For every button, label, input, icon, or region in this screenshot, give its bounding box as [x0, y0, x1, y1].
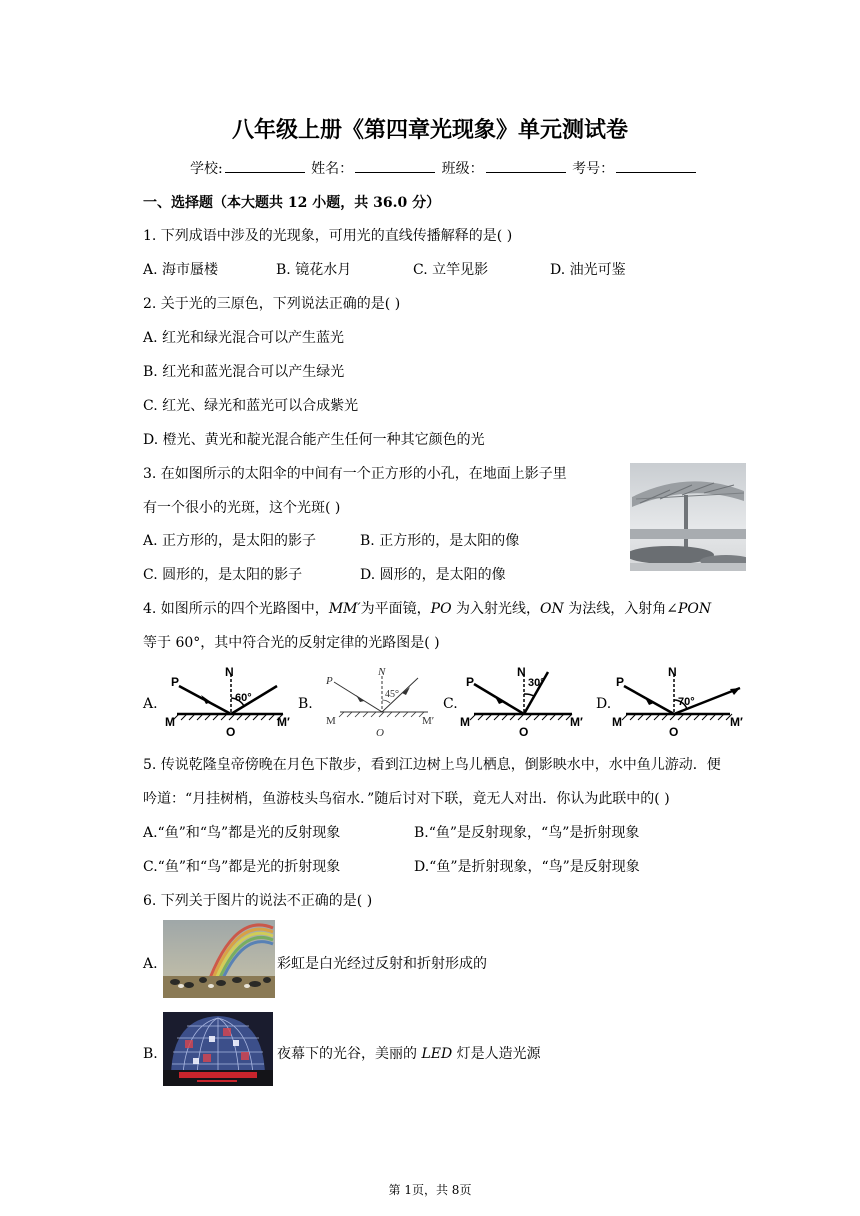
q3-option-d[interactable]: D. 圆形的，是太阳的像	[360, 567, 506, 583]
q4-diagram-d	[612, 664, 748, 740]
q1-option-d[interactable]: D. 油光可鉴	[550, 262, 626, 278]
q5-stem-line2: 吟道：“月挂树梢，鱼游枝头鸟宿水．”随后讨对下联，竟无人对出．你认为此联中的( )	[143, 791, 670, 807]
label-p: P	[616, 675, 625, 689]
number-label: 考号：	[572, 161, 615, 177]
q4-option-d-label[interactable]: D.	[596, 696, 612, 712]
label-n: N	[517, 665, 526, 679]
student-info-line	[190, 158, 698, 178]
q6-b-led: LED	[421, 1046, 453, 1062]
label-o: O	[376, 727, 384, 739]
label-m: M	[165, 715, 175, 729]
label-p: P	[466, 675, 475, 689]
q4-text-3: 为入射光线，	[451, 601, 541, 617]
q4-diagram-c	[460, 664, 594, 740]
q4-mm: MM′	[328, 601, 361, 617]
q5-option-c[interactable]: C.“鱼”和“鸟”都是光的折射现象	[143, 859, 341, 875]
label-m-prime: M′	[422, 715, 435, 727]
q4-po: PO	[430, 601, 452, 617]
label-n: N	[668, 665, 677, 679]
q4-option-a-label[interactable]: A.	[143, 696, 158, 712]
q4-option-b-label[interactable]: B.	[298, 696, 313, 712]
q2-option-c[interactable]: C. 红光、绿光和蓝光可以合成紫光	[143, 398, 359, 414]
name-label: 姓名：	[311, 161, 354, 177]
label-o: O	[226, 725, 236, 739]
q4-stem-line2: 等于 60°，其中符合光的反射定律的光路图是( )	[143, 635, 440, 651]
q3-stem-line2: 有一个很小的光斑，这个光斑( )	[143, 500, 341, 516]
q1-stem: 1. 下列成语中涉及的光现象，可用光的直线传播解释的是( )	[143, 228, 513, 244]
umbrella-photo	[630, 463, 746, 571]
label-m: M	[326, 715, 336, 727]
q1-option-a[interactable]: A. 海市蜃楼	[143, 262, 219, 278]
q1-option-c[interactable]: C. 立竿见影	[413, 262, 489, 278]
name-blank[interactable]	[355, 158, 435, 173]
q6-stem: 6. 下列关于图片的说法不正确的是( )	[143, 893, 373, 909]
label-n: N	[225, 665, 234, 679]
angle-label: 60°	[235, 692, 252, 704]
school-blank[interactable]	[225, 158, 305, 173]
q4-diagram-b	[322, 664, 442, 740]
section-heading: 一、选择题（本大题共 12 小题，共 36.0 分）	[143, 195, 441, 211]
q6-option-b-text	[277, 1044, 541, 1064]
label-m: M	[460, 715, 470, 729]
q4-diagram-a	[165, 664, 297, 740]
class-label: 班级：	[441, 161, 484, 177]
q2-option-a[interactable]: A. 红光和绿光混合可以产生蓝光	[143, 330, 345, 346]
label-o: O	[669, 725, 679, 739]
label-m-prime: M′	[730, 715, 743, 729]
q6-option-a-label[interactable]: A.	[143, 956, 158, 972]
q6-option-a-text: 彩虹是白光经过反射和折射形成的	[277, 956, 487, 972]
q1-option-b[interactable]: B. 镜花水月	[276, 262, 352, 278]
q2-option-d[interactable]: D. 橙光、黄光和靛光混合能产生任何一种其它颜色的光	[143, 432, 485, 448]
q4-stem-line1	[143, 599, 711, 619]
angle-label: 70°	[678, 696, 695, 708]
q4-text-2: 为平面镜，	[360, 601, 431, 617]
q2-stem: 2. 关于光的三原色，下列说法正确的是( )	[143, 296, 401, 312]
q6-b-text-1: 夜幕下的光谷，美丽的	[277, 1046, 422, 1062]
q6-option-b-label[interactable]: B.	[143, 1046, 158, 1062]
page-footer: 第 1页，共 8页	[388, 1183, 472, 1197]
label-p: P	[171, 675, 180, 689]
school-label: 学校:	[190, 161, 223, 177]
label-n: N	[378, 666, 386, 678]
q5-option-b[interactable]: B.“鱼”是反射现象，“鸟”是折射现象	[414, 825, 640, 841]
page-title: 八年级上册《第四章光现象》单元测试卷	[231, 117, 628, 143]
label-m-prime: M′	[277, 715, 290, 729]
label-p: P	[326, 675, 333, 687]
rainbow-photo	[163, 920, 275, 998]
q3-option-b[interactable]: B. 正方形的，是太阳的像	[360, 533, 520, 549]
label-m: M	[612, 715, 622, 729]
q3-stem-line1: 3. 在如图所示的太阳伞的中间有一个正方形的小孔，在地面上影子里	[143, 466, 567, 482]
light-valley-photo	[163, 1012, 273, 1086]
q5-option-a[interactable]: A.“鱼”和“鸟”都是光的反射现象	[143, 825, 341, 841]
q3-option-c[interactable]: C. 圆形的，是太阳的影子	[143, 567, 303, 583]
label-o: O	[519, 725, 529, 739]
angle-label: 45°	[385, 689, 399, 700]
q3-option-a[interactable]: A. 正方形的，是太阳的影子	[143, 533, 317, 549]
label-m-prime: M′	[570, 715, 583, 729]
class-blank[interactable]	[486, 158, 566, 173]
q4-option-c-label[interactable]: C.	[443, 696, 458, 712]
q5-stem-line1: 5. 传说乾隆皇帝傍晚在月色下散步，看到江边树上鸟儿栖息，倒影映水中，水中鱼儿游动．便	[143, 757, 721, 773]
angle-label: 30°	[528, 677, 545, 689]
q4-text-1: 4. 如图所示的四个光路图中，	[143, 601, 329, 617]
q4-on: ON	[540, 601, 564, 617]
q4-text-4: 为法线，入射角	[563, 601, 667, 617]
q2-option-b[interactable]: B. 红光和蓝光混合可以产生绿光	[143, 364, 345, 380]
number-blank[interactable]	[616, 158, 696, 173]
q6-b-text-2: 灯是人造光源	[452, 1046, 541, 1062]
q5-option-d[interactable]: D.“鱼”是折射现象，“鸟”是反射现象	[414, 859, 640, 875]
q4-pon: ∠PON	[666, 601, 712, 617]
